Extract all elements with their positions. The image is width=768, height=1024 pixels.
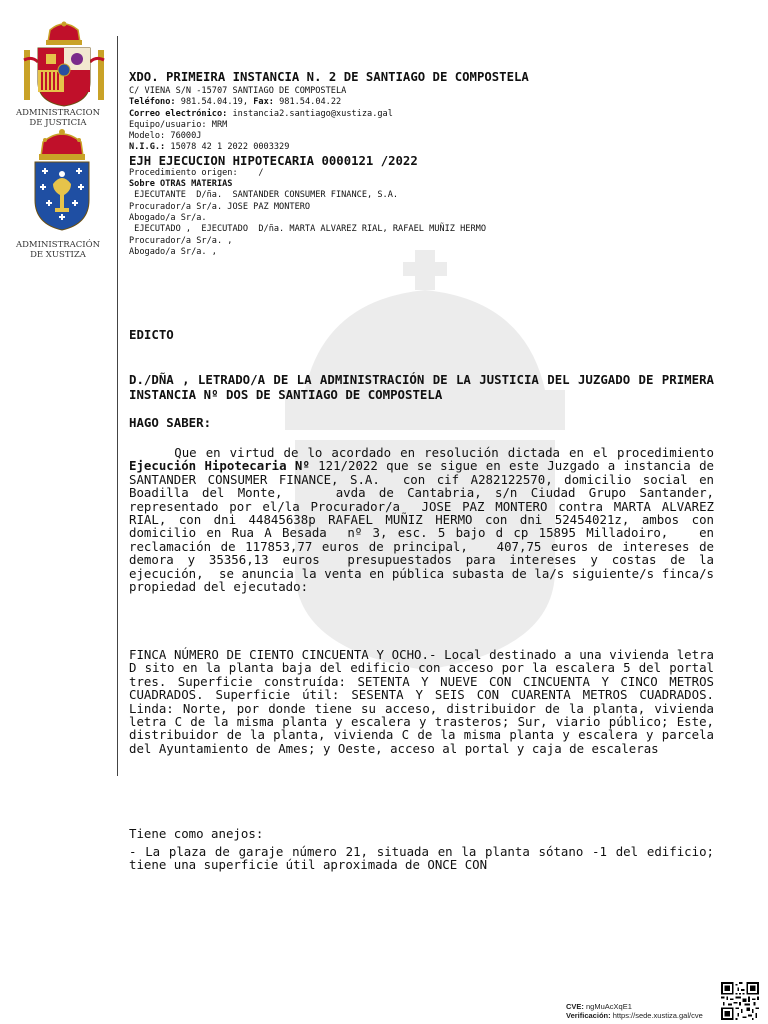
label-line: ADMINISTRACIÓN — [15, 240, 101, 250]
abogado-2: Abogado/a Sr/a. , — [129, 246, 217, 257]
anejos-title: Tiene como anejos: — [129, 826, 264, 841]
abogado-1: Abogado/a Sr/a. — [129, 212, 207, 223]
verification-label: Verificación: — [566, 1010, 611, 1020]
fax-value: 981.54.04.22 — [279, 97, 342, 108]
admin-xustiza-label — [0, 240, 116, 260]
label-line: DE XUSTIZA — [30, 250, 86, 260]
verification-line — [566, 1012, 703, 1021]
nig-info — [129, 142, 729, 153]
model-info: Modelo: 76000J — [129, 131, 202, 142]
fax-label: Fax: — [253, 97, 274, 108]
party-executed: EJECUTADO , EJECUTADO D/ña. MARTA ALVAREZ RIAL, RAFAEL MUÑIZ HERMO — [129, 224, 486, 235]
case-title: EJH EJECUCION HIPOTECARIA 0000121 /2022 — [129, 153, 418, 168]
subject: Sobre OTRAS MATERIAS — [129, 179, 233, 190]
cve-value: ngMuAcXqE1 — [586, 1002, 632, 1011]
party-executant: EJECUTANTE D/ña. SANTANDER CONSUMER FINANCE, S.A. — [129, 190, 399, 201]
official-heading: D./DÑA , LETRADO/A DE LA ADMINISTRACIÓN DE LA JUSTICIA DEL JUZGADO DE PRIMERA INSTANCIA Nº DOS DE SANTIAGO DE COMPOSTELA — [129, 372, 714, 402]
phone-label: Teléfono: — [129, 97, 176, 108]
email-label: Correo electrónico: — [129, 108, 228, 119]
anejos-text: - La plaza de garaje número 21, situada en la planta sótano -1 del edificio; tiene una superficie útil aproximada de ONCE CON — [129, 844, 714, 873]
para1-bold: Ejecución Hipotecaria Nº — [129, 458, 310, 474]
hago-saber: HAGO SABER: — [129, 415, 212, 430]
phone-value: 981.54.04.19, — [180, 97, 249, 108]
vertical-divider — [117, 36, 118, 776]
spain-coat-of-arms-icon — [22, 20, 106, 112]
procurador-2: Procurador/a Sr/a. , — [129, 235, 233, 246]
verification-footer — [566, 1003, 703, 1020]
galicia-coat-of-arms-icon — [29, 128, 95, 232]
user-info: Equipo/usuario: MRM — [129, 119, 228, 130]
label-line: ADMINISTRACION — [15, 108, 101, 118]
left-sidebar — [0, 0, 116, 300]
admin-justicia-label — [0, 108, 116, 128]
contact-email — [129, 109, 729, 120]
nig-value: 15078 42 1 2022 0003329 — [170, 142, 290, 153]
origin-procedure: Procedimiento origen: / — [129, 167, 264, 178]
contact-phone — [129, 97, 729, 108]
edicto-title: EDICTO — [129, 327, 174, 342]
document-header — [129, 70, 729, 258]
para1-part-c: 121/2022 que se sigue en este Juzgado a instancia de SANTANDER CONSUMER FINANCE, S.A. con cif A282122570, domicilio social en Boadilla del Monte, avda de Cantabria, s/n Ciudad Grupo Santander, representado por el/la Procurador/a JOSE PAZ MONTERO contra MARTA ALVAREZ RIAL, con dni 44845638p RAFAEL MUÑIZ HERMO con dni 52454021z, ambos con domicilio en Rua A Besada nº 3, esc. 5 bajo d cp 15895 Milladoiro, en reclamación de 117853,77 euros de principal, 407,75 euros de intereses de demora y 35356,13 euros presupuestados para intereses y costas de la ejecución, se anuncia la venta en pública subasta de la/s siguiente/s finca/s propiedad del ejecutado: — [129, 458, 729, 595]
nig-label: N.I.G.: — [129, 142, 166, 153]
court-name: XDO. PRIMEIRA INSTANCIA N. 2 DE SANTIAGO DE COMPOSTELA — [129, 70, 529, 84]
email-value: instancia2.santiago@xustiza.gal — [232, 108, 393, 119]
verification-link[interactable]: https://sede.xustiza.gal/cve — [612, 1010, 703, 1020]
cve-label: CVE: — [566, 1002, 584, 1011]
procurador-1: Procurador/a Sr/a. JOSE PAZ MONTERO — [129, 201, 311, 212]
qr-code-icon — [721, 982, 759, 1020]
court-address: C/ VIENA S/N -15707 SANTIAGO DE COMPOSTELA — [129, 86, 347, 96]
paragraph-finca: FINCA NÚMERO DE CIENTO CINCUENTA Y OCHO.- Local destinado a una vivienda letra D sito en la planta baja del edificio con acceso por la escalera 5 del portal tres. Superficie construída: SETENTA Y NUEVE CON CINCUENTA Y CINCO METROS CUADRADOS. Superficie útil: SESENTA Y SEIS CON CUARENTA METROS CUADRADOS. Linda: Norte, por donde tiene su acceso, distribuidor de la planta, vivienda letra C de la misma planta y escalera y trasteros; Sur, viario público; Este, distribuidor de la planta, vivienda C de la misma planta y escalera y parcela del Ayuntamiento de Ames; y Oeste, acceso al portal y caja de escaleras — [129, 647, 714, 756]
label-line: DE JUSTICIA — [29, 118, 87, 128]
paragraph-proceeding — [129, 445, 729, 595]
para1-part-a: Que en virtud de lo acordado en resolución dictada en el procedimiento — [129, 445, 722, 460]
